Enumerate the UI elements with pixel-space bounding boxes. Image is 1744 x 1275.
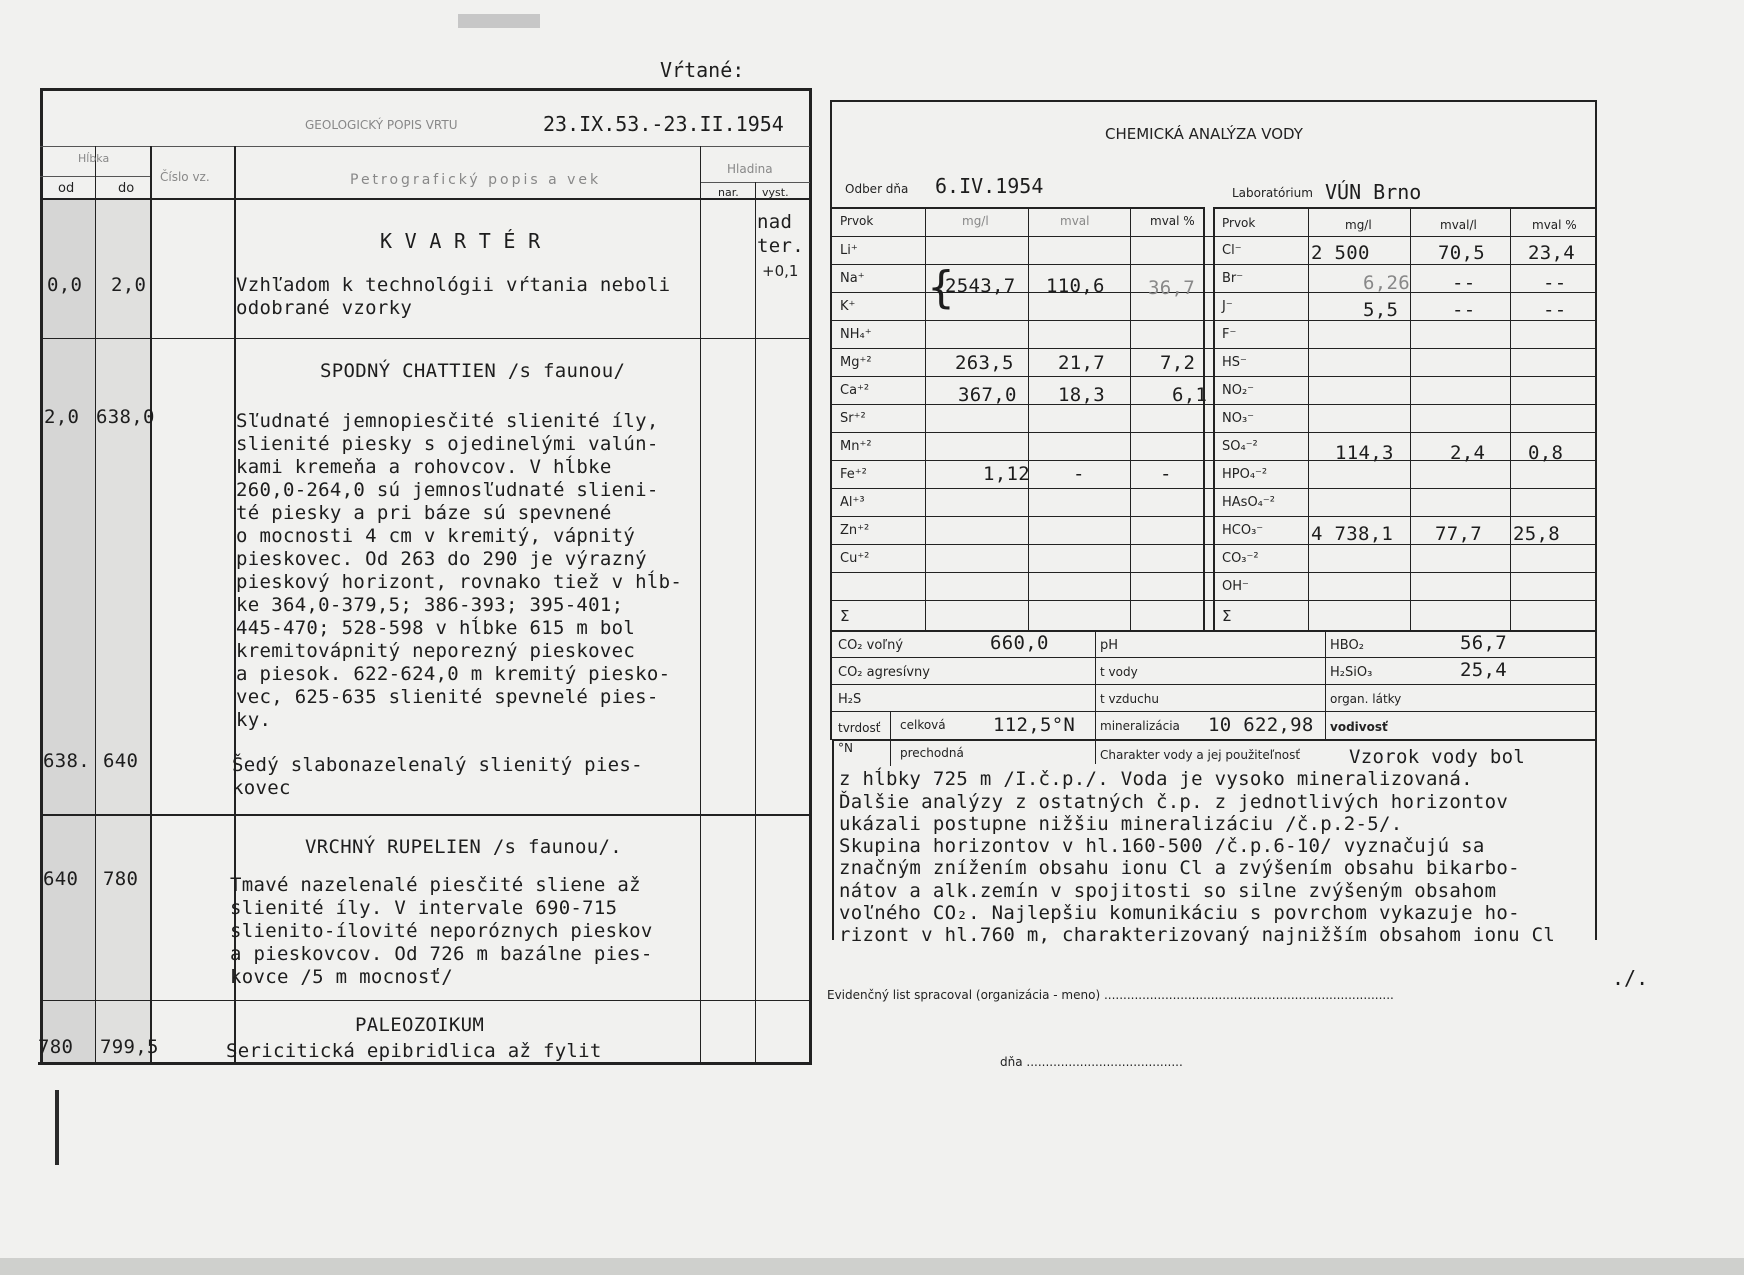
- section-heading: SPODNÝ CHATTIEN /s faunou/: [320, 360, 626, 382]
- section-text: Tmavé nazelenalé piesčité sliene až slienité íly. V intervale 690-715 slienito-ílovité neporóznych pieskov a pieskovcov. Od 726 m bazálne pies- kovce /5 m mocnosť/: [230, 874, 653, 988]
- col-hlbka: Hĺbka: [78, 152, 110, 165]
- cation-pct-value: -: [1160, 463, 1172, 485]
- depth-do: 780: [103, 868, 139, 890]
- vodivost-label: vodivosť: [1330, 720, 1388, 734]
- scan-artifact: [458, 14, 540, 28]
- cation-element: Cu⁺²: [840, 551, 870, 566]
- anion-header-mg: mg/l: [1345, 218, 1372, 232]
- anion-element: Cl⁻: [1222, 243, 1242, 258]
- anion-header-mval: mval/l: [1440, 218, 1477, 232]
- cation-header-mval: mval: [1060, 214, 1090, 228]
- cation-element: Sr⁺²: [840, 411, 866, 426]
- anion-mg-value: 114,3: [1335, 442, 1394, 464]
- cation-pct-value: 36,7: [1148, 277, 1195, 299]
- col-do: do: [118, 181, 135, 196]
- cation-header-pct: mval %: [1150, 214, 1195, 228]
- anion-element: SO₄⁻²: [1222, 439, 1258, 454]
- anion-mval-value: 2,4: [1450, 442, 1486, 464]
- cation-header-prvok: Prvok: [840, 214, 874, 228]
- section-heading: PALEOZOIKUM: [355, 1014, 485, 1036]
- t-vzduchu-label: t vzduchu: [1100, 692, 1159, 706]
- h2sio3-label: H₂SiO₃: [1330, 665, 1373, 680]
- odber-date: 6.IV.1954: [935, 174, 1044, 198]
- log-header-title: GEOLOGICKÝ POPIS VRTU: [305, 118, 458, 132]
- cation-mg-value: 1,12: [983, 463, 1030, 485]
- anion-element: Br⁻: [1222, 271, 1244, 286]
- celkova-value: 112,5°N: [993, 714, 1076, 736]
- continuation-mark: ./.: [1612, 966, 1649, 990]
- anion-mval-value: 70,5: [1438, 242, 1485, 264]
- organ-label: organ. látky: [1330, 692, 1402, 706]
- cation-element: Li⁺: [840, 243, 858, 258]
- mineralizacia-value: 10 622,98: [1208, 714, 1314, 736]
- col-cislo: Číslo vz.: [160, 170, 210, 184]
- prechodna-label: prechodná: [900, 746, 964, 760]
- anion-element: NO₃⁻: [1222, 411, 1255, 426]
- cation-mval-value: 21,7: [1058, 352, 1105, 374]
- depth-do: 799,5: [100, 1036, 159, 1058]
- cation-mval-value: 110,6: [1046, 275, 1105, 297]
- charakter-label: Charakter vody a jej použiteľnosť: [1100, 748, 1301, 762]
- celkova-label: celková: [900, 718, 946, 732]
- anion-mg-value: 5,5: [1363, 299, 1399, 321]
- page-edge: [0, 1258, 1744, 1275]
- cation-element: Zn⁺²: [840, 523, 870, 538]
- anion-mg-value: 4 738,1: [1311, 523, 1394, 545]
- anion-element: HS⁻: [1222, 355, 1247, 370]
- depth-od: 780: [38, 1036, 74, 1058]
- hbo2-value: 56,7: [1460, 632, 1507, 654]
- section-text: Sericitická epibridlica až fylit: [226, 1040, 602, 1062]
- section-text: Šedý slabonazelenalý slienitý pies- kovec: [232, 754, 643, 799]
- na-k-brace: {: [927, 262, 955, 313]
- evidencny-label: Evidenčný list spracoval (organizácia - meno) ............................................................................: [827, 988, 1394, 1002]
- col-nar: nar.: [718, 186, 739, 199]
- col-petro: Petrografický popis a vek: [350, 172, 602, 188]
- depth-do: 2,0: [111, 274, 147, 296]
- cation-pct-value: 7,2: [1160, 352, 1196, 374]
- anion-sum: Σ: [1222, 607, 1232, 625]
- t-vody-label: t vody: [1100, 665, 1138, 679]
- anion-element: HCO₃⁻: [1222, 523, 1264, 538]
- cation-mval-value: 18,3: [1058, 384, 1105, 406]
- analysis-title: CHEMICKÁ ANALÝZA VODY: [1105, 125, 1303, 143]
- section-heading: K V A R T É R: [380, 229, 541, 253]
- dna-label: dňa .........................................: [1000, 1055, 1183, 1069]
- co2-volny-value: 660,0: [990, 632, 1049, 654]
- section-heading: VRCHNÝ RUPELIEN /s faunou/.: [305, 836, 622, 858]
- cation-mg-value: 367,0: [958, 384, 1017, 406]
- cation-header-mg: mg/l: [962, 214, 989, 228]
- depth-od: 638.: [43, 750, 90, 772]
- depth-od: 2,0: [44, 406, 80, 428]
- cation-mval-value: -: [1073, 463, 1085, 485]
- ph-label: pH: [1100, 638, 1119, 653]
- odber-label: Odber dňa: [845, 182, 909, 196]
- cation-element: Mn⁺²: [840, 439, 872, 454]
- cation-element: Fe⁺²: [840, 467, 867, 482]
- anion-mval-value: --: [1452, 272, 1476, 294]
- section-text: Sľudnaté jemnopiesčité slienité íly, slienité piesky s ojedinelými valún- kami kremeňa a rohovcov. V hĺbke 260,0-264,0 sú jemnosľudnaté slieni- té piesky a pri báze sú spevnené o mocnosti 4 cm v kremitý, vápnitý pieskovec. Od 263 do 290 je výrazný pieskový horizont, rovnako tiež v hĺb- ke 364,0-379,5; 386-393; 395-401; 445-470; 528-598 v hĺbke 615 m bol kremitovápnitý neporezný pieskovec a piesok. 622-624,0 m kremitý piesko- vec, 625-635 slienité spevnelé pies- ky.: [236, 410, 683, 731]
- cation-element: Ca⁺²: [840, 383, 870, 398]
- anion-element: J⁻: [1222, 299, 1233, 314]
- cation-element: NH₄⁺: [840, 327, 872, 342]
- depth-od: 640: [43, 868, 79, 890]
- margin-mark: [55, 1090, 59, 1165]
- anion-element: HAsO₄⁻²: [1222, 495, 1275, 510]
- cation-element: Mg⁺²: [840, 355, 872, 370]
- anion-element: OH⁻: [1222, 579, 1249, 594]
- depth-do: 638,0: [96, 406, 155, 428]
- col-od: od: [58, 181, 75, 196]
- lab-label: Laboratórium: [1232, 186, 1313, 200]
- anion-header-pct: mval %: [1532, 218, 1577, 232]
- anion-mg-value: 2 500: [1311, 242, 1370, 264]
- anion-header-prvok: Prvok: [1222, 216, 1256, 230]
- cation-mg-value: 263,5: [955, 352, 1014, 374]
- col-hladina: Hladina: [727, 162, 773, 176]
- mineralizacia-label: mineralizácia: [1100, 719, 1180, 733]
- anion-pct-value: --: [1543, 272, 1567, 294]
- lab-value: VÚN Brno: [1325, 180, 1422, 204]
- col-vyst: vyst.: [762, 186, 789, 199]
- nad-ter: nad ter.: [757, 211, 804, 257]
- cation-element: K⁺: [840, 299, 856, 314]
- hbo2-label: HBO₂: [1330, 638, 1364, 653]
- anion-element: HPO₄⁻²: [1222, 467, 1268, 482]
- anion-pct-value: 0,8: [1528, 442, 1564, 464]
- anion-pct-value: --: [1543, 299, 1567, 321]
- anion-mval-value: --: [1452, 299, 1476, 321]
- cation-mg-value: 2543,7: [945, 275, 1016, 297]
- anion-pct-value: 25,8: [1513, 523, 1560, 545]
- anion-mg-value: 6,26: [1363, 272, 1410, 294]
- log-header-dates: 23.IX.53.-23.II.1954: [543, 112, 784, 136]
- page-title: Vŕtané:: [660, 58, 745, 82]
- cation-sum: Σ: [840, 607, 850, 625]
- co2-agres-label: CO₂ agresívny: [838, 665, 930, 680]
- anion-mval-value: 77,7: [1435, 523, 1482, 545]
- anion-element: CO₃⁻²: [1222, 551, 1259, 566]
- co2-volny-label: CO₂ voľný: [838, 638, 904, 653]
- anion-element: NO₂⁻: [1222, 383, 1255, 398]
- h2s-label: H₂S: [838, 692, 862, 707]
- h2sio3-value: 25,4: [1460, 659, 1507, 681]
- cation-pct-value: 6,1: [1172, 384, 1208, 406]
- cation-element: Al⁺³: [840, 495, 865, 510]
- depth-od: 0,0: [47, 274, 83, 296]
- hladina-value: +0,1: [762, 262, 799, 280]
- section-text: Vzhľadom k technológii vŕtania neboli odobrané vzorky: [236, 274, 671, 319]
- cation-element: Na⁺: [840, 271, 865, 286]
- charakter-text: Vzorok vody bol z hĺbky 725 m /I.č.p./. Voda je vysoko mineralizovaná. Ďalšie analýzy z ostatných č.p. z jednotlivých horizontov ukázali postupne nižšiu mineralizáciu /č.p.2-5/. Skupina horizontov v hl.160-500 /č.p.6-10/ vyznačujú sa značným znížením obsahu ionu Cl a zvýšením obsahu bikarbo- nátov a alk.zemín v spojitosti so silne zvýšeným obsahom voľného CO₂. Najlepšiu komunikáciu s povrchom vykazuje ho- rizont v hl.760 m, charakterizovaný najnižším obsahom ionu Cl: [839, 746, 1556, 947]
- anion-pct-value: 23,4: [1528, 242, 1575, 264]
- anion-element: F⁻: [1222, 327, 1237, 342]
- tvrdost-label: tvrdosť °N: [838, 721, 881, 755]
- depth-do: 640: [103, 750, 139, 772]
